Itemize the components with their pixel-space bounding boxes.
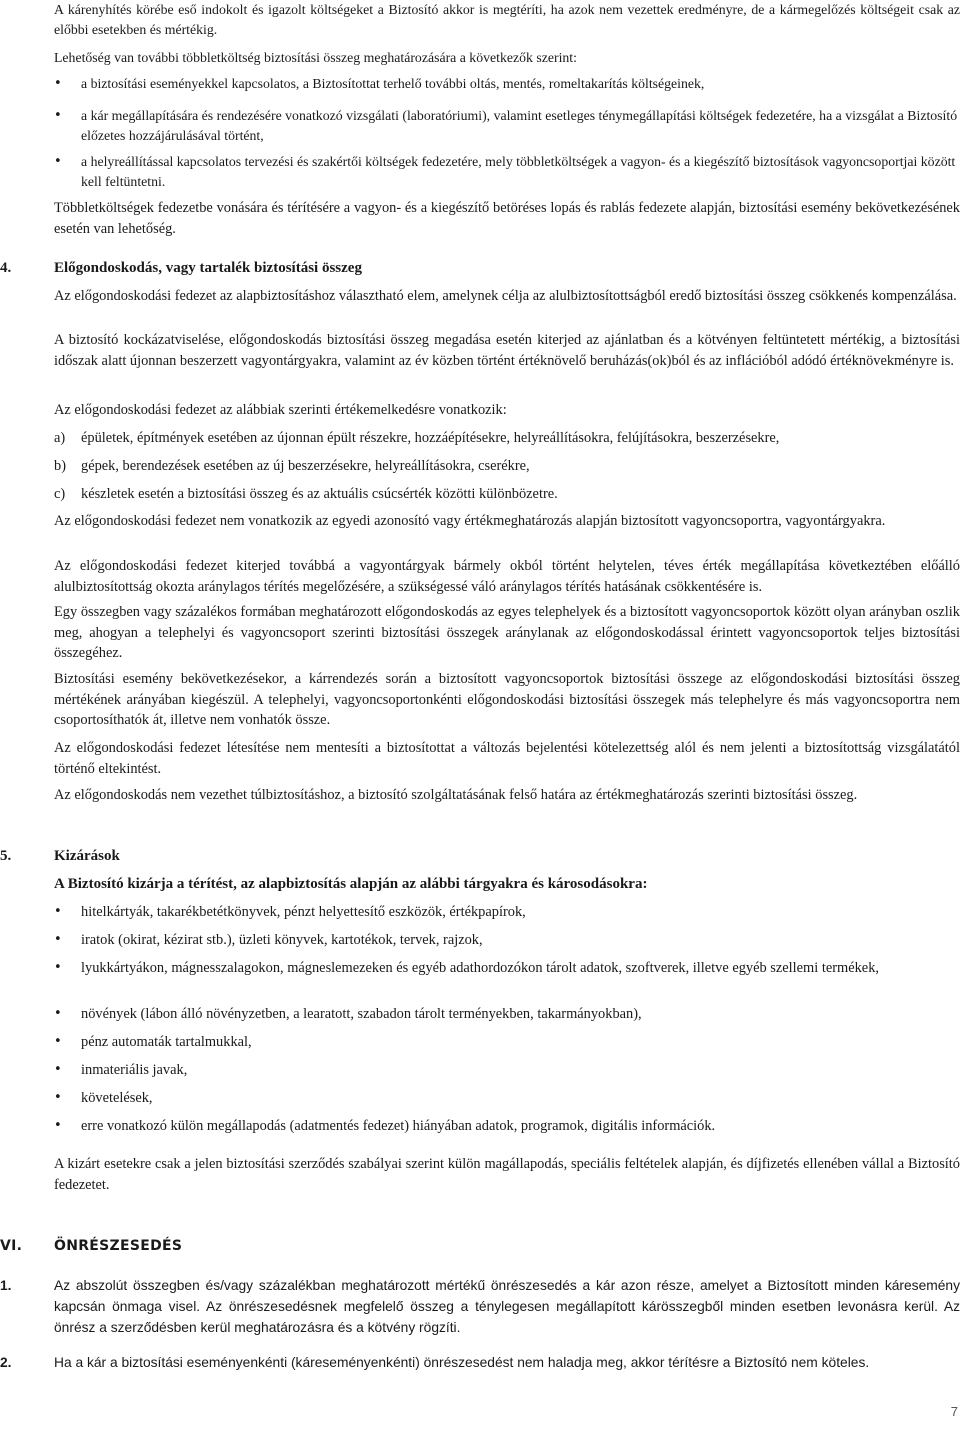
- section-title: Kizárások: [54, 848, 120, 864]
- list-item-label: c): [54, 486, 66, 502]
- section-4-paragraph: Az előgondoskodási fedezet az alábbiak szerinti értékemelkedésre vonatkozik:: [54, 402, 507, 418]
- section-4-paragraph: Az előgondoskodási fedezet nem vonatkozik az egyedi azonosító vagy értékmeghatározás alapján biztosított vagyoncsoportra, vagyontárgyakra.: [54, 513, 886, 529]
- section-4-paragraph: Az előgondoskodási fedezet kiterjed továbbá a vagyontárgyak bármely okból történt helytelen, téves érték megállapítása következtében előálló alulbiztosítottság okozta aránylagos térítés megelőzésére, a szükségessé váló aránylagos térítés hatásának csökkentésére is.: [54, 558, 960, 595]
- exclusion-text: pénz automaták tartalmukkal,: [81, 1034, 252, 1050]
- exclusion-text: növények (lábon álló növényzetben, a learatott, szabadon tárolt terményekben, takarmányokban),: [81, 1006, 642, 1022]
- section-4-paragraph: A biztosító kockázatviselése, előgondoskodás biztosítási összeg megadása esetén kiterjed az ajánlatban és a kötvényen feltüntetett mértékig, a biztosítási időszak alatt újonnan beszerzett vagyontárgyakra, valamint az év közben történt értéknövelő beruházás(ok)ból és az inflációból adódó értéknövekményre is.: [54, 332, 960, 369]
- item-number: 2.: [0, 1355, 12, 1370]
- list-item-text: készletek esetén a biztosítási összeg és az aktuális csúcsérték közötti különbözetre.: [81, 486, 558, 502]
- section-5-subtitle: A Biztosító kizárja a térítést, az alapbiztosítás alapján az alábbi tárgyakra és károsodásokra:: [54, 876, 648, 892]
- bullet-icon: •: [54, 1034, 62, 1049]
- bullet-icon: •: [54, 108, 62, 123]
- chapter-title: ÖNRÉSZESEDÉS: [54, 1238, 183, 1254]
- bullet-icon: •: [54, 154, 62, 169]
- section-number: 4.: [0, 260, 12, 276]
- exclusion-text: erre vonatkozó külön megállapodás (adatmentés fedezet) hiányában adatok, programok, digitális információk.: [81, 1118, 716, 1134]
- page-number: 7: [950, 1404, 958, 1419]
- section-title: Előgondoskodás, vagy tartalék biztosítási összeg: [54, 260, 362, 276]
- exclusion-text: iratok (okirat, kézirat stb.), üzleti könyvek, kartotékok, tervek, rajzok,: [81, 932, 483, 948]
- item-number: 1.: [0, 1278, 12, 1293]
- list-item-text: épületek, építmények esetében az újonnan épült részekre, hozzáépítésekre, helyreállításokra, felújításokra, beszerzésekre,: [81, 430, 780, 446]
- section-number: 5.: [0, 848, 12, 864]
- exclusion-text: lyukkártyákon, mágnesszalagokon, mágneslemezeken és egyéb adathordozókon tárolt adatok, szoftverek, illetve egyéb szellemi termékek,: [81, 960, 879, 976]
- intro-bullet-text: a biztosítási eseményekkel kapcsolatos, a Biztosítottat terhelő további oltás, mentés, romeltakarítás költségeinek,: [81, 76, 705, 91]
- list-item-label: b): [54, 458, 66, 474]
- exclusion-text: követelések,: [81, 1090, 153, 1106]
- bullet-icon: •: [54, 932, 62, 947]
- bullet-icon: •: [54, 904, 62, 919]
- bullet-icon: •: [54, 76, 62, 91]
- section-4-paragraph: Az előgondoskodási fedezet az alapbiztosításhoz választható elem, amelynek célja az alulbiztosítottságból eredő biztosítási összeg csökkenés kompenzálása.: [54, 288, 957, 304]
- bullet-icon: •: [54, 1062, 62, 1077]
- bullet-icon: •: [54, 1118, 62, 1133]
- bullet-icon: •: [54, 1006, 62, 1021]
- bullet-icon: •: [54, 960, 62, 975]
- intro-bullet-text: a helyreállítással kapcsolatos tervezési és szakértői költségek fedezetére, mely többletköltségek a vagyon- és a kiegészítő biztosítások vagyoncsoportjai között kell feltüntetni.: [81, 154, 956, 189]
- chapter-number: VI.: [0, 1238, 23, 1254]
- intro-paragraph-2: Lehetőség van további többletköltség biztosítási összeg meghatározására a következők szerint:: [54, 50, 577, 65]
- section-4-paragraph: Az előgondoskodás nem vezethet túlbiztosításhoz, a biztosító szolgáltatásának felső határa az értékmeghatározás szerinti biztosítási összeg.: [54, 787, 858, 803]
- intro-paragraph-3: Többletköltségek fedezetbe vonására és térítésére a vagyon- és a kiegészítő betöréses lopás és rablás fedezete alapján, biztosítási esemény bekövetkezésének esetén van lehetőség.: [54, 200, 960, 237]
- intro-bullet-text: a kár megállapítására és rendezésére vonatkozó vizsgálati (laboratóriumi), valamint esetleges ténymegállapítási költségek fedezetére, ha a vizsgálat a Biztosító előzetes hozzájárulásával történt,: [81, 108, 958, 143]
- item-text: Az abszolút összegben és/vagy százalékban meghatározott mértékű önrészesedés a kár azon része, amelyet a Biztosított minden káresemény kapcsán önmaga visel. Az önrészesedésnek megfelelő összeg a ténylegesen megállapított kárösszegből minden esetben levonásra kerül. Az önrész a szerződésben kerül meghatározásra és a kötvény rögzíti.: [54, 1278, 960, 1335]
- list-item-label: a): [54, 430, 66, 446]
- item-text: Ha a kár a biztosítási eseményenkénti (káreseményenkénti) önrészesedést nem haladja meg, akkor térítésre a Biztosító nem köteles.: [54, 1355, 870, 1370]
- list-item-text: gépek, berendezések esetében az új beszerzésekre, helyreállításokra, cserékre,: [81, 458, 530, 474]
- exclusion-text: hitelkártyák, takarékbetétkönyvek, pénzt helyettesítő eszközök, értékpapírok,: [81, 904, 526, 920]
- intro-paragraph-1: A kárenyhítés körébe eső indokolt és igazolt költségeket a Biztosító akkor is megtéríti, ha azok nem vezettek eredményre, de a kármegelőzés költségeit csak az előbbi esetekben és mértékig.: [54, 2, 960, 37]
- section-4-paragraph: Egy összegben vagy százalékos formában meghatározott előgondoskodás az egyes telephelyek és a biztosított vagyoncsoportok között olyan arányban oszlik meg, ahogyan a telephelyi és vagyoncsoport szerinti biztosítási összegek aránylanak az előgondoskodással érintett vagyoncsoportok teljes biztosítási összegéhez.: [54, 604, 960, 661]
- section-5-closing: A kizárt esetekre csak a jelen biztosítási szerződés szabályai szerint külön magállapodás, speciális feltételek alapján, és díjfizetés ellenében vállal a Biztosító fedezetet.: [54, 1156, 960, 1193]
- bullet-icon: •: [54, 1090, 62, 1105]
- section-4-paragraph: Az előgondoskodási fedezet létesítése nem mentesíti a biztosítottat a változás bejelentési kötelezettség alól és nem jelenti a biztosítottság vizsgálatától történő eltekintést.: [54, 740, 960, 777]
- exclusion-text: inmateriális javak,: [81, 1062, 188, 1078]
- section-4-paragraph: Biztosítási esemény bekövetkezésekor, a kárrendezés során a biztosított vagyoncsoportok biztosítási összege az előgondoskodási biztosítási összeg mértékének arányában kiegészül. A telephelyi, vagyoncsoportonkénti előgondoskodási biztosítási összegek más telephelyre és más vagyoncsoportra nem csoportosíthatók át, illetve nem vonhatók össze.: [54, 671, 960, 728]
